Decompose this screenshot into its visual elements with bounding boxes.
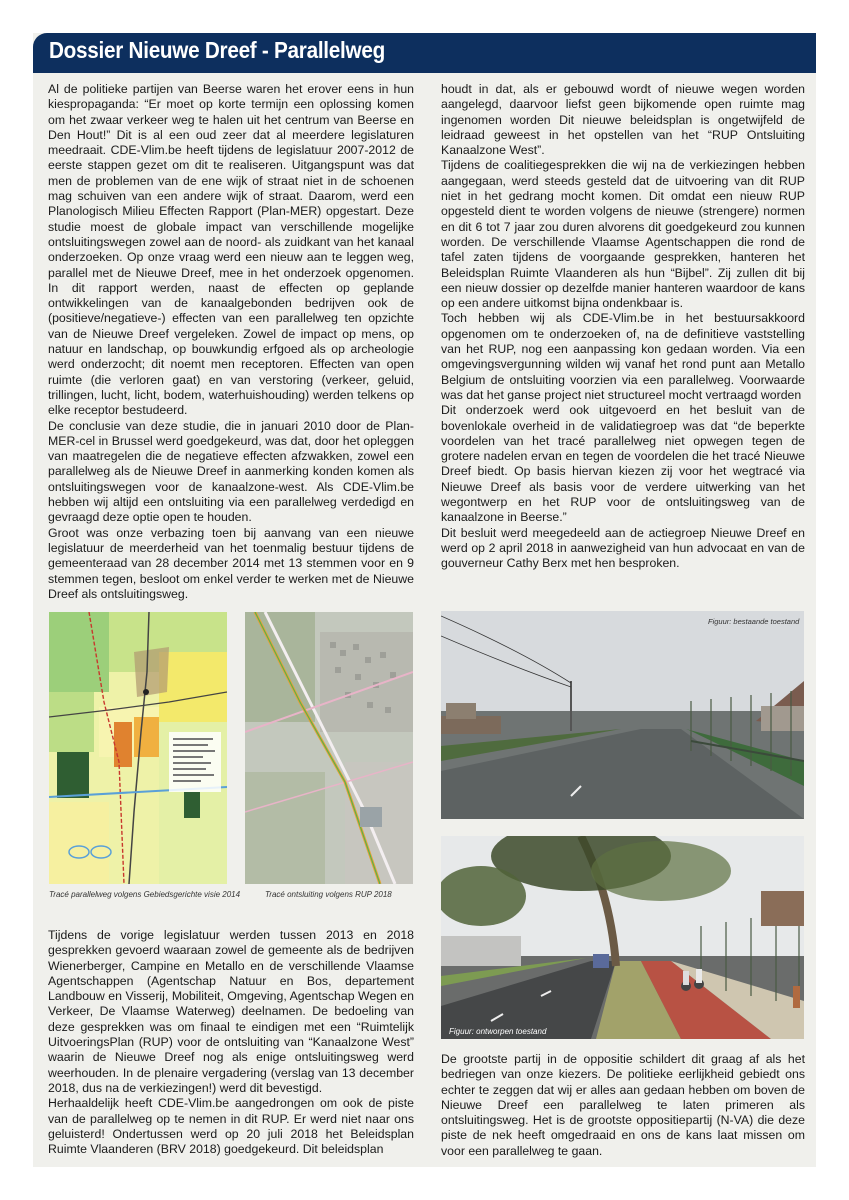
figure-caption: Figuur: ontworpen toestand [449,1027,547,1036]
figure-caption: Figuur: bestaande toestand [708,617,800,626]
paragraph: Herhaaldelijk heeft CDE-Vlim.be aangedrongen om ook de piste van de parallelweg op te nemen in dit RUP. Er werd niet naar ons geluisterd! Ondertussen werd op 20 juli 2018 het Beleidsplan Ruimte Vlaanderen (BRV 2018) goedgekeurd. Dit beleidsplan [48,1096,414,1157]
paragraph: De grootste partij in de oppositie schildert dit graag af als het bedriegen van onze kiezers. De politieke eerlijkheid gebiedt ons echter te zeggen dat wij er alles aan gedaan hebben om boven de Nieuwe Dreef een parallelweg te laten primeren als ontsluitingsweg. Het is de grootste oppositiepartij (N-VA) die deze piste de nek heeft omgedraaid en ons de kans laat missen om voor een parallelweg te gaan. [441,1052,805,1158]
paragraph: Dit besluit werd meegedeeld aan de actiegroep Nieuwe Dreef en werd op 2 april 2018 in aanwezigheid van hun advocaat en van de gouverneur Cathy Berx met hen besproken. [441,525,805,571]
paragraph: houdt in dat, als er gebouwd wordt of nieuwe wegen worden aangelegd, daarvoor liefst geen bijkomende open ruimte mag ingenomen worden Dit nieuwe beleidsplan is ongetwijfeld de leidraad geweest in het opstellen van het “RUP Ontsluiting Kanaalzone West”. [441,82,805,158]
designed-situation-render [441,836,804,1039]
current-situation-photo [441,611,804,819]
title-bar [33,33,816,73]
paragraph: De conclusie van deze studie, die in januari 2010 door de Plan-MER-cel in Brussel werd goedgekeurd, was dat, door het opleggen van maatregelen die de negatieve effecten afzwakken, zowel een parallelweg als de Nieuwe Dreef in aanmerking konden komen als ontsluitingswegen voor de kanaalzone-west. Als CDE-Vlim.be hebben wij altijd een ontsluiting via een parallelweg verdedigd en gevraagd deze optie open te houden. [48,418,414,525]
paragraph: Groot was onze verbazing toen bij aanvang van een nieuwe legislatuur de meerderheid van het toenmalig bestuur tijdens de gemeenteraad van 28 december 2014 met 13 stemmen voor en 9 stemmen tegen, besloot om enkel verder te werken met de Nieuwe Dreef als ontsluitingsweg. [48,525,414,601]
page-title: Dossier Nieuwe Dreef - Parallelweg [49,37,385,63]
paragraph: Dit onderzoek werd ook uitgevoerd en het besluit van de bovenlokale overheid in de validatiegroep was dat “de beperkte voordelen van het tracé parallelweg niet opwegen tegen de grotere nadelen ervan en tegen de voordelen die het tracé Nieuwe Dreef biedt. Op basis hiervan kiezen zij voor het wegtracé via Nieuwe Dreef als basis voor de verdere uitwerking van het wegontwerp en het RUP voor de ontsluitingsweg van de kanaalzone in Beerse.” [441,403,805,525]
column-right-top [441,82,805,572]
figure-caption: Tracé parallelweg volgens Gebiedsgerichte visie 2014 [49,890,241,899]
column-left-bottom [48,928,414,1157]
planning-map-image [49,612,227,884]
paragraph: Al de politieke partijen van Beerse waren het erover eens in hun kiespropaganda: “Er moet op korte termijn een oplossing komen om het zwaar verkeer weg te halen uit het centrum van Beerse en Den Hout!” Dit is al een oud zeer dat al meerdere legislaturen meedraait. CDE-Vlim.be heeft tijdens de legislatuur 2007-2012 de eerste stappen gezet om dit te realiseren. Uitgangspunt was dat men de problemen van de ene wijk of straat niet in de schoenen mag schuiven van een andere wijk of straat. Daarom, werd een Planologisch Milieu Effecten Rapport (Plan-MER) opgestart. Deze studie moest de globale impact van verschillende mogelijke ontsluitingswegen zowel aan de noord- als zuidkant van het kanaal onderzoeken. Op onze vraag werd een nieuw aan te leggen weg, parallel met de Nieuwe Dreef, mee in het onderzoek opgenomen. In dit rapport werden, naast de effecten op geplande ontwikkelingen van de kanaalgebonden bedrijven ook de (positieve/negatieve-) effecten van een parallelweg ten opzichte van de Nieuwe Dreef vergeleken. Zowel de impact op mens, op natuur en landschap, op bouwkundig erfgoed als op archeologie werd onderzocht; dit noemt men receptoren. Effecten van open ruimte (die verloren gaat) en van verstoring (verkeer, geluid, trillingen, lucht, licht, bodem, waterhuishouding) werden telkens op elke receptor bestudeerd. [48,82,414,418]
paragraph: Tijdens de vorige legislatuur werden tussen 2013 en 2018 gesprekken gevoerd waaraan zowel de gemeente als de bedrijven Wienerberger, Campine en Metallo en de verschillende Vlaamse Agentschappen (Agentschap Natuur en Bos, departement Landbouw en Visserij, Mobiliteit, Omgeving, Agentschap Wegen en Verkeer, De Vlaamse Waterweg) deelnamen. De bedoeling van deze gesprekken was om finaal te eindigen met een “Ruimtelijk UitvoeringsPlan (RUP) voor de ontsluiting van “Kanaalzone West” waarin de Nieuwe Dreef nog als enige ontsluitingsweg werd weerhouden. In de plenaire vergadering (verslag van 13 december 2018, dus na de verkiezingen!) werd dit bevestigd. [48,928,414,1095]
paragraph: Tijdens de coalitiegesprekken die wij na de verkiezingen hebben aangegaan, werd steeds gesteld dat de uitvoering van dit RUP niet in het gedrang mocht komen. Dit omdat een nieuw RUP opgesteld dient te worden volgens de nieuwe (strengere) normen en dit 6 tot 7 jaar zou duren alvorens dit goedgekeurd zou kunnen worden. De verschillende Vlaamse Agentschappen die rond de tafel zaten tijdens de voorgaande gesprekken, hanteren het Beleidsplan Ruimte Vlaanderen als hun “Bijbel”. Zij zullen dit bij een nieuw dossier op dezelfde manier hanteren waardoor de kans op een andere uitkomst bijna ondenkbaar is. [441,158,805,311]
paragraph: Toch hebben wij als CDE-Vlim.be in het bestuursakkoord opgenomen om te onderzoeken of, na de definitieve vaststelling van het RUP, nog een aanpassing kon gedaan worden. Via een omgevingsvergunning wilden wij vanaf het rond punt aan Metallo Belgium de ontsluiting voorzien via een parallelweg. Voorwaarde was dat het ganse project niet structureel mocht vertraagd worden [441,311,805,402]
column-right-bottom [441,1052,805,1159]
column-left-top [48,82,414,602]
aerial-map-image [245,612,413,884]
figure-caption: Tracé ontsluiting volgens RUP 2018 [265,890,392,899]
